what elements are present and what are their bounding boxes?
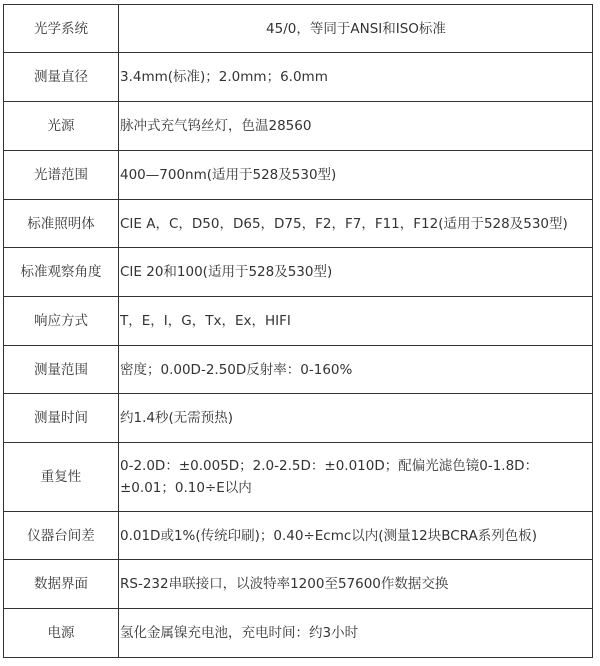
row-label: 响应方式 xyxy=(4,297,119,346)
table-row xyxy=(4,560,593,609)
row-label: 标准观察角度 xyxy=(4,248,119,297)
row-value: 45/0，等同于ANSI和ISO标准 xyxy=(119,5,593,53)
table-row xyxy=(4,346,593,394)
row-value: 0-2.0D：±0.005D；2.0-2.5D：±0.010D；配偏光滤色镜0-1.8D：±0.01；0.10÷E以内 xyxy=(119,443,593,512)
table-row xyxy=(4,5,593,53)
row-label: 测量时间 xyxy=(4,394,119,443)
row-value: 密度；0.00D-2.50D反射率：0-160% xyxy=(119,346,593,394)
row-label: 仪器台间差 xyxy=(4,512,119,560)
row-value: 约1.4秒(无需预热) xyxy=(119,394,593,443)
table-row xyxy=(4,248,593,297)
table-row xyxy=(4,200,593,248)
row-label: 测量范围 xyxy=(4,346,119,394)
row-value: 脉冲式充气钨丝灯，色温28560 xyxy=(119,102,593,151)
table-row xyxy=(4,53,593,102)
table-row xyxy=(4,609,593,658)
table-row xyxy=(4,443,593,512)
row-value: 400—700nm(适用于528及530型) xyxy=(119,151,593,200)
table-row xyxy=(4,297,593,346)
row-label: 标准照明体 xyxy=(4,200,119,248)
row-value: CIE 20和100(适用于528及530型) xyxy=(119,248,593,297)
row-label: 光源 xyxy=(4,102,119,151)
row-value: 氢化金属镍充电池，充电时间：约3小时 xyxy=(119,609,593,658)
table-row xyxy=(4,394,593,443)
row-value: T，E，I，G，Tx，Ex，HIFI xyxy=(119,297,593,346)
table-row xyxy=(4,512,593,560)
table-row xyxy=(4,151,593,200)
table-row xyxy=(4,102,593,151)
row-label: 测量直径 xyxy=(4,53,119,102)
row-value: 0.01D或1%(传统印刷)；0.40÷Ecmc以内(测量12块BCRA系列色板) xyxy=(119,512,593,560)
row-label: 光学系统 xyxy=(4,5,119,53)
row-value: 3.4mm(标准)；2.0mm；6.0mm xyxy=(119,53,593,102)
row-label: 光谱范围 xyxy=(4,151,119,200)
row-label: 重复性 xyxy=(4,443,119,512)
row-value: CIE A，C，D50，D65，D75，F2，F7，F11，F12(适用于528及530型) xyxy=(119,200,593,248)
spec-table xyxy=(3,4,593,658)
row-label: 电源 xyxy=(4,609,119,658)
row-label: 数据界面 xyxy=(4,560,119,609)
row-value: RS-232串联接口，以波特率1200至57600作数据交换 xyxy=(119,560,593,609)
